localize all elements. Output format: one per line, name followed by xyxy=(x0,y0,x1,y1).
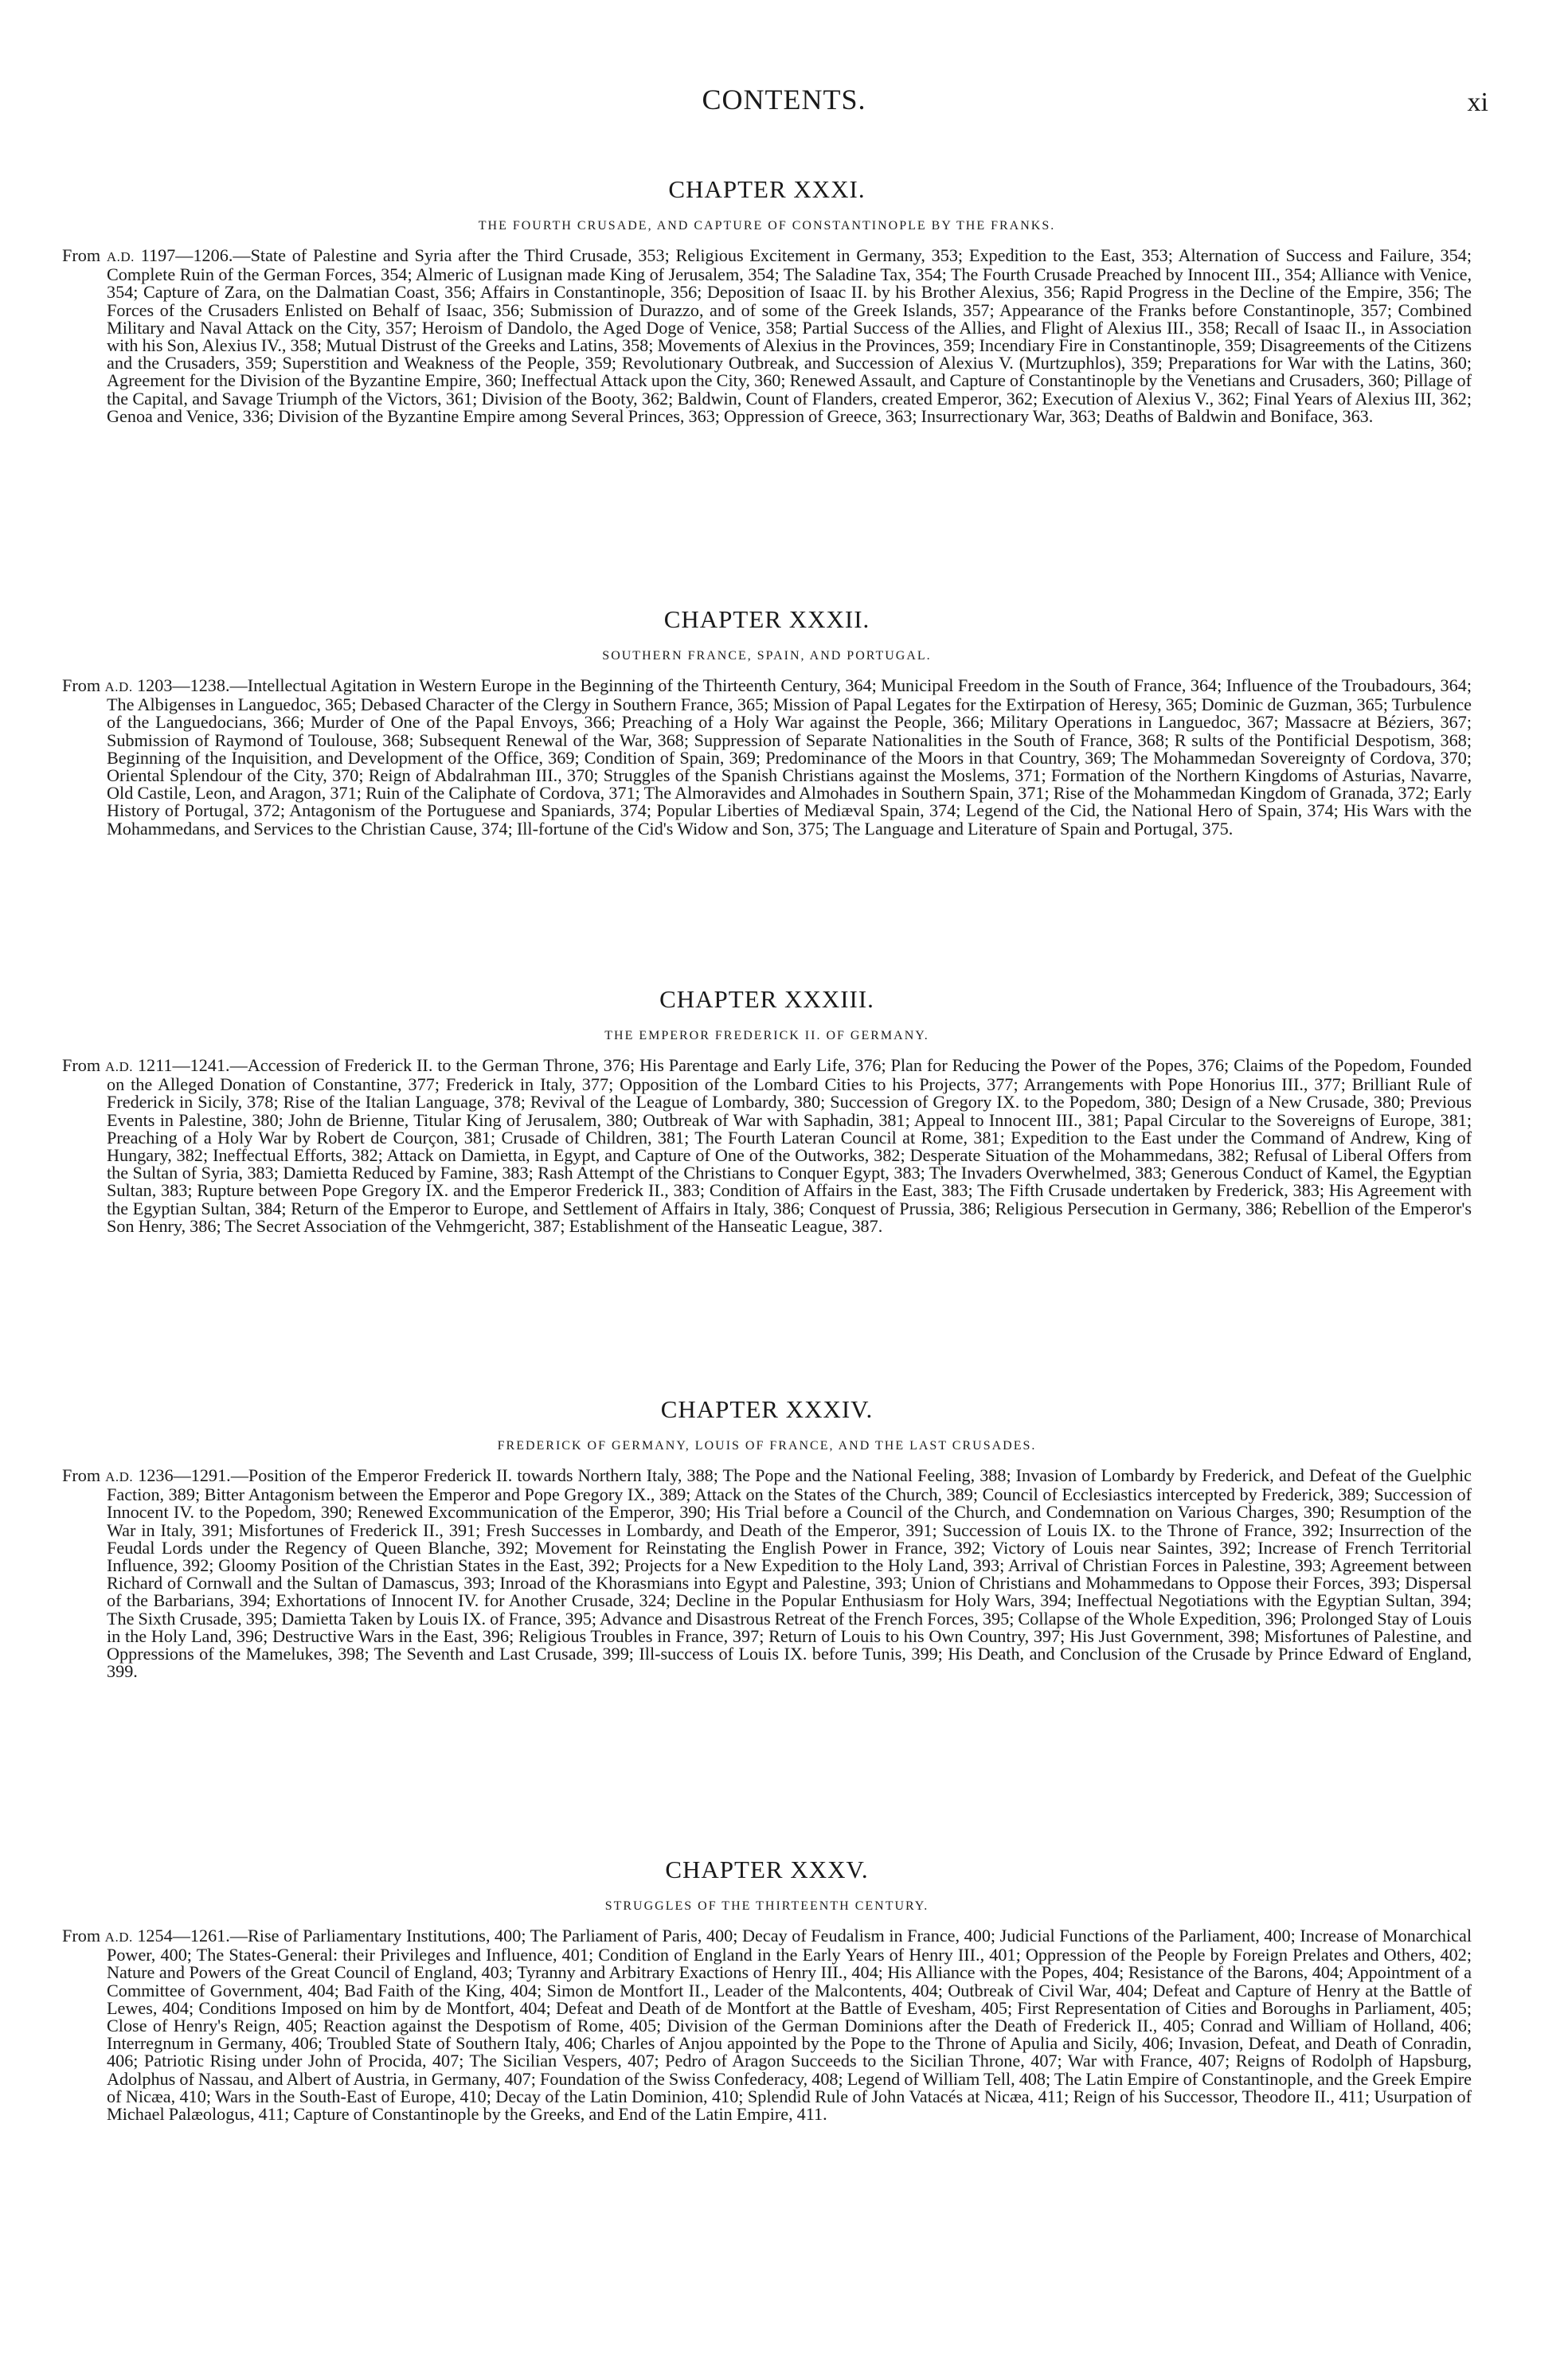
summary-text: —Accession of Frederick II. to the German Throne, 376; His Parentage and Early Life, 376; Plan for Reducing the Power of the Popes, 376; Claims of the Popedom, Founded on the Alleged Donation of Constantine, 377; Frederick in Italy, 377; Opposition of the Lombard Cities to his Projects, 377; Arrangements with Pope Honorius III., 377; Brilliant Rule of Frederick in Sicily, 378; Rise of the Italian Language, 378; Revival of the League of Lombardy, 380; Succession of Gregory IX. to the Popedom, 380; Design of a New Crusade, 380; Previous Events in Palestine, 380; John de Brienne, Titular King of Jerusalem, 380; Outbreak of War with Saphadin, 381; Appeal to Innocent III., 381; Papal Circular to the Sovereigns of Europe, 381; Preaching of a Holy War by Robert de Courçon, 381; Crusade of Children, 381; The Fourth Lateran Council at Rome, 381; Expedition to the East under the Command of Andrew, King of Hungary, 382; Ineffectual Efforts, 382; Attack on Damietta, in Egypt, and Capture of One of the Outworks, 382; Desperate Situation of the Mohammedans, 382; Refusal of Liberal Offers from the Sultan of Syria, 383; Damietta Reduced by Famine, 383; Rash Attempt of the Christians to Conquer Egypt, 383; The Invaders Overwhelmed, 383; Generous Conduct of Kamel, the Egyptian Sultan, 383; Rupture between Pope Gregory IX. and the Emperor Frederick II., 383; Condition of Affairs in the East, 383; The Fifth Crusade undertaken by Frederick, 383; His Agreement with the Egyptian Sultan, 384; Return of the Emperor to Europe, and Settlement of Affairs in Italy, 386; Conquest of Prussia, 386; Religious Persecution in Germany, 386; Rebellion of the Emperor's Son Henry, 386; The Secret Association of the Vehmgericht, 387; Establishment of the Hanseatic League, 387. xyxy=(107,1055,1472,1236)
date-range: 1254—1261. xyxy=(137,1926,230,1946)
chapter-subtitle: SOUTHERN FRANCE, SPAIN, AND PORTUGAL. xyxy=(602,649,932,663)
chapter-34 xyxy=(62,1395,1472,1680)
chapter-32 xyxy=(62,605,1472,838)
summary-text: —Rise of Parliamentary Institutions, 400; The Parliament of Paris, 400; Decay of Feudalism in France, 400; Judicial Functions of the Parliament, 400; Increase of Monarchical Power, 400; The States-General: their Privileges and Influence, 401; Condition of England in the Early Years of Henry III., 401; Oppression of the People by Foreign Prelates and Others, 402; Nature and Powers of the Great Council of England, 403; Tyranny and Arbitrary Exactions of Henry III., 404; His Alliance with the Popes, 404; Resistance of the Barons, 404; Appointment of a Committee of Government, 404; Bad Faith of the King, 404; Simon de Montfort II., Leader of the Malcontents, 404; Outbreak of Civil War, 404; Defeat and Capture of Henry at the Battle of Lewes, 404; Conditions Imposed on him by de Montfort, 404; Defeat and Death of de Montfort at the Battle of Evesham, 405; First Representation of Cities and Boroughs in Parliament, 405; Close of Henry's Reign, 405; Reaction against the Despotism of Rome, 405; Division of the German Dominions after the Death of Frederick II., 405; Conrad and William of Holland, 406; Interregnum in Germany, 406; Troubled State of Southern Italy, 406; Charles of Anjou appointed by the Pope to the Throne of Apulia and Sicily, 406; Invasion, Defeat, and Death of Conradin, 406; Patriotic Rising under John of Procida, 407; The Sicilian Vespers, 407; Pedro of Aragon Succeeds to the Sicilian Throne, 407; War with France, 407; Reigns of Rodolph of Hapsburg, Adolphus of Nassau, and Albert of Austria, in Germany, 407; Foundation of the Swiss Confederacy, 408; Legend of William Tell, 408; The Latin Empire of Constantinople, and the Greek Empire of Nicæa, 410; Wars in the South-East of Europe, 410; Decay of the Latin Dominion, 410; Splendid Rule of John Vatacés at Nicæa, 411; Reign of his Successor, Theodore II., 411; Usurpation of Michael Palæologus, 411; Capture of Constantinople by the Greeks, and End of the Latin Empire, 411. xyxy=(107,1926,1472,2125)
era-label: A.D. xyxy=(106,249,135,264)
from-label: From xyxy=(62,1926,101,1946)
era-label: A.D. xyxy=(104,1930,133,1945)
chapter-heading: CHAPTER XXXV. xyxy=(665,1856,869,1883)
era-label: A.D. xyxy=(105,1469,134,1484)
page-title: CONTENTS. xyxy=(702,84,866,115)
chapter-subtitle: FREDERICK OF GERMANY, LOUIS OF FRANCE, AND THE LAST CRUSADES. xyxy=(497,1439,1037,1453)
era-label: A.D. xyxy=(104,1059,134,1074)
chapter-heading: CHAPTER XXXI. xyxy=(668,175,866,203)
from-label: From xyxy=(62,1055,101,1075)
summary-text: —Position of the Emperor Frederick II. towards Northern Italy, 388; The Pope and the National Feeling, 388; Invasion of Lombardy by Frederick, and Defeat of the Guelphic Faction, 389; Bitter Antagonism between the Emperor and Pope Gregory IX., 389; Attack on the States of the Church, 389; Council of Ecclesiastics intercepted by Frederick, 389; Succession of Innocent IV. to the Popedom, 390; Renewed Excommunication of the Emperor, 390; His Trial before a Council of the Church, and Condemnation on Various Charges, 390; Resumption of the War in Italy, 391; Misfortunes of Frederick II., 391; Fresh Successes in Lombardy, and Death of the Emperor, 391; Succession of Louis IX. to the Throne of France, 392; Insurrection of the Feudal Lords under the Regency of Queen Blanche, 392; Movement for Reinstating the English Power in France, 392; Victory of Louis near Saintes, 392; Increase of French Territorial Influence, 392; Gloomy Position of the Christian States in the East, 392; Projects for a New Expedition to the Holy Land, 393; Arrival of Christian Forces in Palestine, 393; Agreement between Richard of Cornwall and the Sultan of Damascus, 393; Inroad of the Khorasmians into Egypt and Palestine, 393; Union of Christians and Mohammedans to Oppose their Forces, 393; Dispersal of the Barbarians, 394; Exhortations of Innocent IV. for Another Crusade, 324; Decline in the Popular Enthusiasm for Holy Wars, 394; Ineffectual Negotiations with the Egyptian Sultan, 394; The Sixth Crusade, 395; Damietta Taken by Louis IX. of France, 395; Advance and Disastrous Retreat of the French Forces, 395; Collapse of the Whole Expedition, 396; Prolonged Stay of Louis in the Holy Land, 396; Destructive Wars in the East, 396; Religious Troubles in France, 397; Return of Louis to his Own Country, 397; His Just Government, 398; Misfortunes of Palestine, and Oppressions of the Mamelukes, 398; The Seventh and Last Crusade, 399; Ill-success of Louis IX. before Tunis, 399; His Death, and Conclusion of the Crusade by Prince Edward of England, 399. xyxy=(107,1465,1472,1682)
chapter-summary xyxy=(62,1467,1472,1680)
chapter-subtitle: THE EMPEROR FREDERICK II. OF GERMANY. xyxy=(604,1029,929,1042)
chapter-31 xyxy=(62,175,1472,425)
summary-text: —State of Palestine and Syria after the Third Crusade, 353; Religious Excitement in Germany, 353; Expedition to the East, 353; Alternation of Success and Failure, 354; Complete Ruin of the German Forces, 354; Almeric of Lusignan made King of Jerusalem, 354; The Saladine Tax, 354; The Fourth Crusade Preached by Innocent III., 354; Alliance with Venice, 354; Capture of Zara, on the Dalmatian Coast, 356; Affairs in Constantinople, 356; Deposition of Isaac II. by his Brother Alexius, 356; Rapid Progress in the Decline of the Empire, 356; The Forces of the Crusaders Enlisted on Behalf of Isaac, 356; Submission of Durazzo, and of some of the Greek Islands, 357; Appearance of the Franks before Constantinople, 357; Combined Military and Naval Attack on the City, 357; Heroism of Dandolo, the Aged Doge of Venice, 358; Partial Success of the Allies, and Flight of Alexius III., 358; Recall of Isaac II., in Association with his Son, Alexius IV., 358; Mutual Distrust of the Greeks and Latins, 358; Movements of Alexius in the Provinces, 359; Incendiary Fire in Constantinople, 359; Disagreements of the Citizens and the Crusaders, 359; Superstition and Weakness of the People, 359; Revolutionary Outbreak, and Succession of Alexius V. (Murtzuphlos), 359; Preparations for War with the Latins, 360; Agreement for the Division of the Byzantine Empire, 360; Ineffectual Attack upon the City, 360; Renewed Assault, and Capture of Constantinople by the Venetians and Crusaders, 360; Pillage of the Capital, and Savage Triumph of the Victors, 361; Division of the Booty, 362; Baldwin, Count of Flanders, created Emperor, 362; Execution of Alexius V., 362; Final Years of Alexius III, 362; Genoa and Venice, 336; Division of the Byzantine Empire among Several Princes, 363; Oppression of Greece, 363; Insurrectionary War, 363; Deaths of Baldwin and Boniface, 363. xyxy=(107,245,1472,426)
summary-text: —Intellectual Agitation in Western Europe in the Beginning of the Thirteenth Century, 364; Municipal Freedom in the South of France, 364; Influence of the Troubadours, 364; The Albigenses in Languedoc, 365; Debased Character of the Clergy in Southern France, 365; Mission of Papal Legates for the Extirpation of Heresy, 365; Dominic de Guzman, 365; Turbulence of the Languedocians, 366; Murder of One of the Papal Envoys, 366; Preaching of a Holy War against the People, 366; Military Operations in Languedoc, 367; Massacre at Béziers, 367; Submission of Raymond of Toulouse, 368; Subsequent Renewal of the War, 368; Suppression of Separate Nationalities in the South of France, 368; R sults of the Pontificial Despotism, 368; Beginning of the Inquisition, and Development of the Office, 369; Condition of Spain, 369; Predominance of the Moors in that Country, 369; The Mohammedan Sovereignty of Cordova, 370; Oriental Splendour of the City, 370; Reign of Abdalrahman III., 370; Struggles of the Spanish Christians against the Moslems, 371; Formation of the Northern Kingdoms of Asturias, Navarre, Old Castile, Leon, and Aragon, 371; Ruin of the Caliphate of Cordova, 371; The Almoravides and Almohades in Southern Spain, 371; Rise of the Mohammedan Kingdom of Granada, 372; Early History of Portugal, 372; Antagonism of the Portuguese and Spaniards, 374; Popular Liberties of Mediæval Spain, 374; Legend of the Cid, the National Hero of Spain, 374; His Wars with the Mohammedans, and Services to the Christian Cause, 374; Ill-fortune of the Cid's Widow and Son, 375; The Language and Literature of Spain and Portugal, 375. xyxy=(107,675,1472,839)
chapter-summary xyxy=(62,1927,1472,2123)
page-number: xi xyxy=(1467,88,1488,117)
chapter-summary xyxy=(62,1057,1472,1235)
chapter-heading: CHAPTER XXXIII. xyxy=(659,985,874,1013)
era-label: A.D. xyxy=(104,679,133,694)
chapter-35 xyxy=(62,1856,1472,2123)
chapter-summary xyxy=(62,247,1472,425)
chapter-heading: CHAPTER XXXII. xyxy=(663,605,870,633)
date-range: 1211—1241. xyxy=(137,1055,230,1075)
date-range: 1236—1291. xyxy=(138,1465,231,1485)
chapter-subtitle: STRUGGLES OF THE THIRTEENTH CENTURY. xyxy=(604,1899,929,1913)
chapter-subtitle: THE FOURTH CRUSADE, AND CAPTURE OF CONSTANTINOPLE BY THE FRANKS. xyxy=(478,219,1056,233)
date-range: 1197—1206. xyxy=(140,245,233,265)
date-range: 1203—1238. xyxy=(137,675,230,695)
running-head xyxy=(0,83,1568,123)
from-label: From xyxy=(62,1465,101,1485)
chapter-summary xyxy=(62,677,1472,838)
from-label: From xyxy=(62,675,101,695)
chapter-33 xyxy=(62,985,1472,1235)
from-label: From xyxy=(62,245,101,265)
chapter-heading: CHAPTER XXXIV. xyxy=(660,1395,874,1423)
